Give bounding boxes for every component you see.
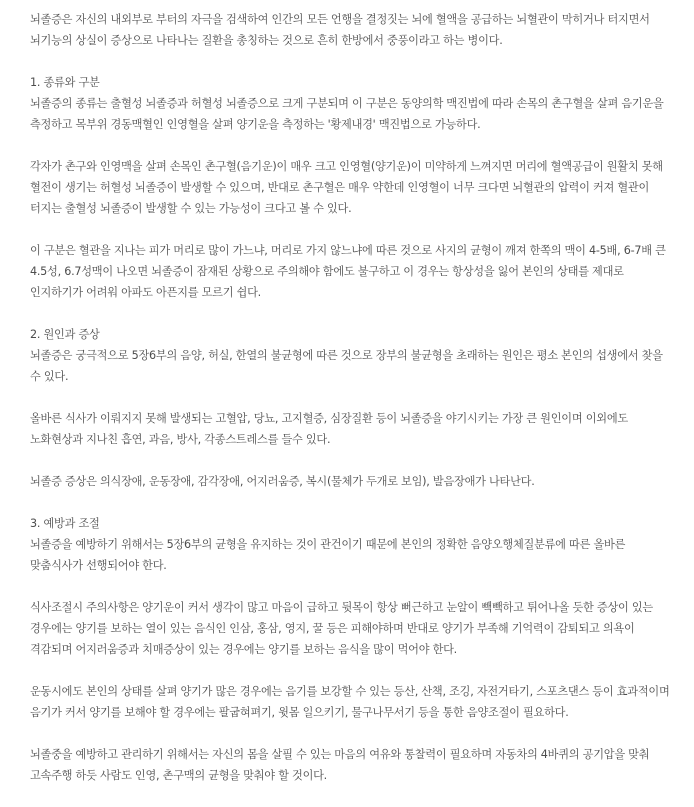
article-body [30, 9, 674, 807]
paragraph: 뇌졸증 증상은 의식장애, 운동장애, 감각장애, 어지러움증, 복시(물체가 두개로 보임), 발음장애가 나타난다. [30, 475, 535, 488]
paragraph: 운동시에도 본인의 상태를 살펴 양기가 많은 경우에는 음기를 보강할 수 있는 등산, 산책, 조깅, 자전거타기, 스포츠댄스 등이 효과적이며 음기가 커서 양기를 보해야 할 경우에는 팔굽혀펴기, 윗몸 일으키기, 물구나무서기 등을 통한 음양조절이 필요하다. [30, 685, 670, 719]
section-types [30, 72, 674, 303]
section-causes [30, 324, 674, 492]
paragraph: 식사조절시 주의사항은 양기운이 커서 생각이 많고 마음이 급하고 뒷목이 항상 뻐근하고 눈알이 빽빽하고 튀어나올 듯한 증상이 있는 경우에는 양기를 보하는 열이 있는 음식인 인삼, 홍삼, 영지, 꿀 등은 피해야하며 반대로 양기가 부족해 기억력이 감퇴되고 의욕이 격감되며 어지러움증과 치매증상이 있는 경우에는 양기를 보하는 음식을 많이 먹어야 한다. [30, 601, 653, 656]
intro-paragraph: 뇌졸증은 자신의 내외부로 부터의 자극을 검색하여 인간의 모든 언행을 결정짓는 뇌에 혈액을 공급하는 뇌혈관이 막히거나 터지면서 뇌기능의 상실이 증상으로 나타나는 질환을 총칭하는 것으로 흔히 한방에서 중풍이라고 하는 병이다. [30, 13, 650, 47]
section-types-block [30, 72, 674, 135]
section-heading-causes: 2. 원인과 증상 [30, 328, 100, 341]
section-heading-types: 1. 종류와 구분 [30, 76, 100, 89]
section-heading-prevention: 3. 예방과 조절 [30, 517, 100, 530]
paragraph: 뇌졸증의 종류는 출혈성 뇌졸증과 허혈성 뇌졸증으로 크게 구분되며 이 구분은 동양의학 맥진법에 따라 손목의 촌구혈을 살펴 음기운을 측정하고 목부위 경동맥혈인 인영혈을 살펴 양기운을 측정하는 '황제내경' 맥진법으로 가능하다. [30, 97, 664, 131]
paragraph: 올바른 식사가 이뤄지지 못해 발생되는 고혈압, 당뇨, 고지혈증, 심장질환 등이 뇌졸증을 야기시키는 가장 큰 원인이며 이외에도 노화현상과 지나친 흡연, 과음, 방사, 각종스트레스를 들수 있다. [30, 412, 628, 446]
section-prevention [30, 513, 674, 786]
section-causes-block [30, 324, 674, 387]
paragraph: 이 구분은 혈관을 지나는 피가 머리로 많이 가느냐, 머리로 가지 않느냐에 따른 것으로 사지의 균형이 깨져 한쪽의 맥이 4-5배, 6-7배 큰 4.5성, 6.7성맥이 나오면 뇌졸증이 잠재된 상황으로 주의해야 함에도 불구하고 이 경우는 항상성을 잃어 본인의 상태를 제대로 인지하기가 어려워 아파도 아픈지를 모르기 쉽다. [30, 244, 666, 299]
paragraph: 뇌졸증은 궁극적으로 5장6부의 음양, 허실, 한열의 불균형에 따른 것으로 장부의 불균형을 초래하는 원인은 평소 본인의 섭생에서 찾을 수 있다. [30, 349, 663, 383]
section-prevention-block [30, 513, 674, 576]
paragraph: 뇌졸증을 예방하기 위해서는 5장6부의 균형을 유지하는 것이 관건이기 때문에 본인의 정확한 음양오행체질분류에 따른 올바른 맞춤식사가 선행되어야 한다. [30, 538, 626, 572]
paragraph: 각자가 촌구와 인영맥을 살펴 손목인 촌구혈(음기운)이 매우 크고 인영혈(양기운)이 미약하게 느껴지면 머리에 혈액공급이 원활치 못해 혈전이 생기는 허혈성 뇌졸증이 발생할 수 있으며, 반대로 촌구혈은 매우 약한데 인영혈이 너무 크다면 뇌혈관의 압력이 커져 혈관이 터지는 출혈성 뇌졸증이 발생할 수 있는 가능성이 크다고 볼 수 있다. [30, 160, 663, 215]
paragraph: 뇌졸중을 예방하고 관리하기 위해서는 자신의 몸을 살필 수 있는 마음의 여유와 통찰력이 필요하며 자동차의 4바퀴의 공기압을 맞춰 고속주행 하듯 사람도 인영, 촌구맥의 균형을 맞춰야 할 것이다. [30, 748, 650, 782]
